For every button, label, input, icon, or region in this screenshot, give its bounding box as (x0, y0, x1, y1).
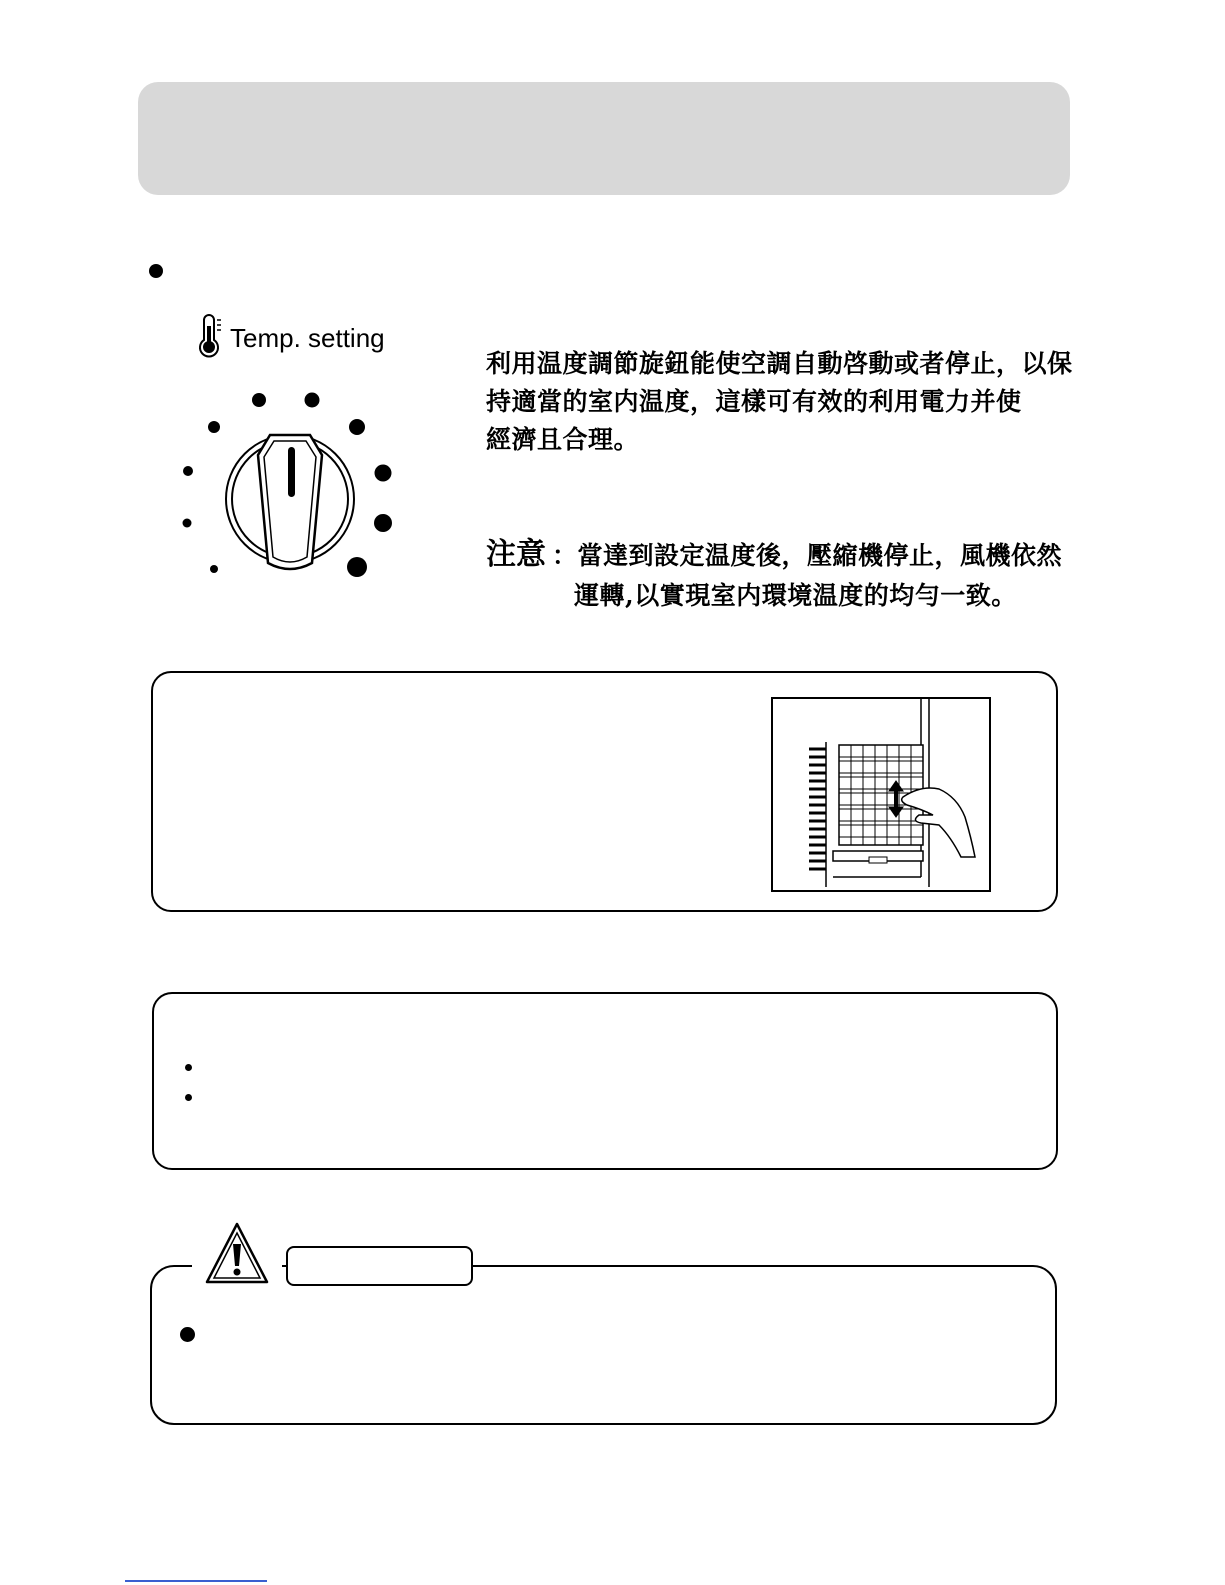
dial-scale-dot (208, 421, 220, 433)
footer-line (125, 1580, 267, 1582)
dial-scale-dot (347, 557, 367, 577)
note-line: ：當達到設定温度後，壓縮機停止，風機依然 (552, 541, 1063, 570)
temp-setting-label: Temp. setting (230, 323, 385, 353)
description-line: 利用温度調節旋鈕能使空調自動啓動或者停止，以保 (486, 349, 1073, 378)
description-line: 經濟且合理。 (486, 425, 640, 454)
section-bullet (149, 264, 163, 278)
thermometer-icon (196, 314, 224, 358)
temperature-dial[interactable] (170, 385, 400, 585)
dial-scale-dot (183, 519, 192, 528)
dial-scale-dot (210, 565, 218, 573)
list-bullet (185, 1094, 192, 1101)
warning-icon (204, 1220, 270, 1286)
dial-scale-dot (349, 419, 365, 435)
dial-scale-dot (305, 393, 320, 408)
note-label: 注意 (486, 537, 546, 572)
caution-bullet (180, 1327, 195, 1342)
info-box (152, 992, 1058, 1170)
caution-label-tab (286, 1246, 473, 1286)
list-bullet (185, 1064, 192, 1071)
louver-adjust-illustration (771, 697, 991, 892)
note-line: 運轉,以實現室内環境温度的均勻一致。 (574, 581, 1017, 610)
dial-pointer (288, 447, 295, 497)
dial-scale-dot (375, 465, 392, 482)
dial-scale-dot (183, 466, 193, 476)
header-bar (138, 82, 1070, 195)
dial-scale-dot (374, 514, 392, 532)
description-line: 持適當的室内温度，這樣可有效的利用電力并使 (486, 387, 1022, 416)
dial-scale-dot (252, 393, 266, 407)
caution-box (150, 1265, 1057, 1425)
